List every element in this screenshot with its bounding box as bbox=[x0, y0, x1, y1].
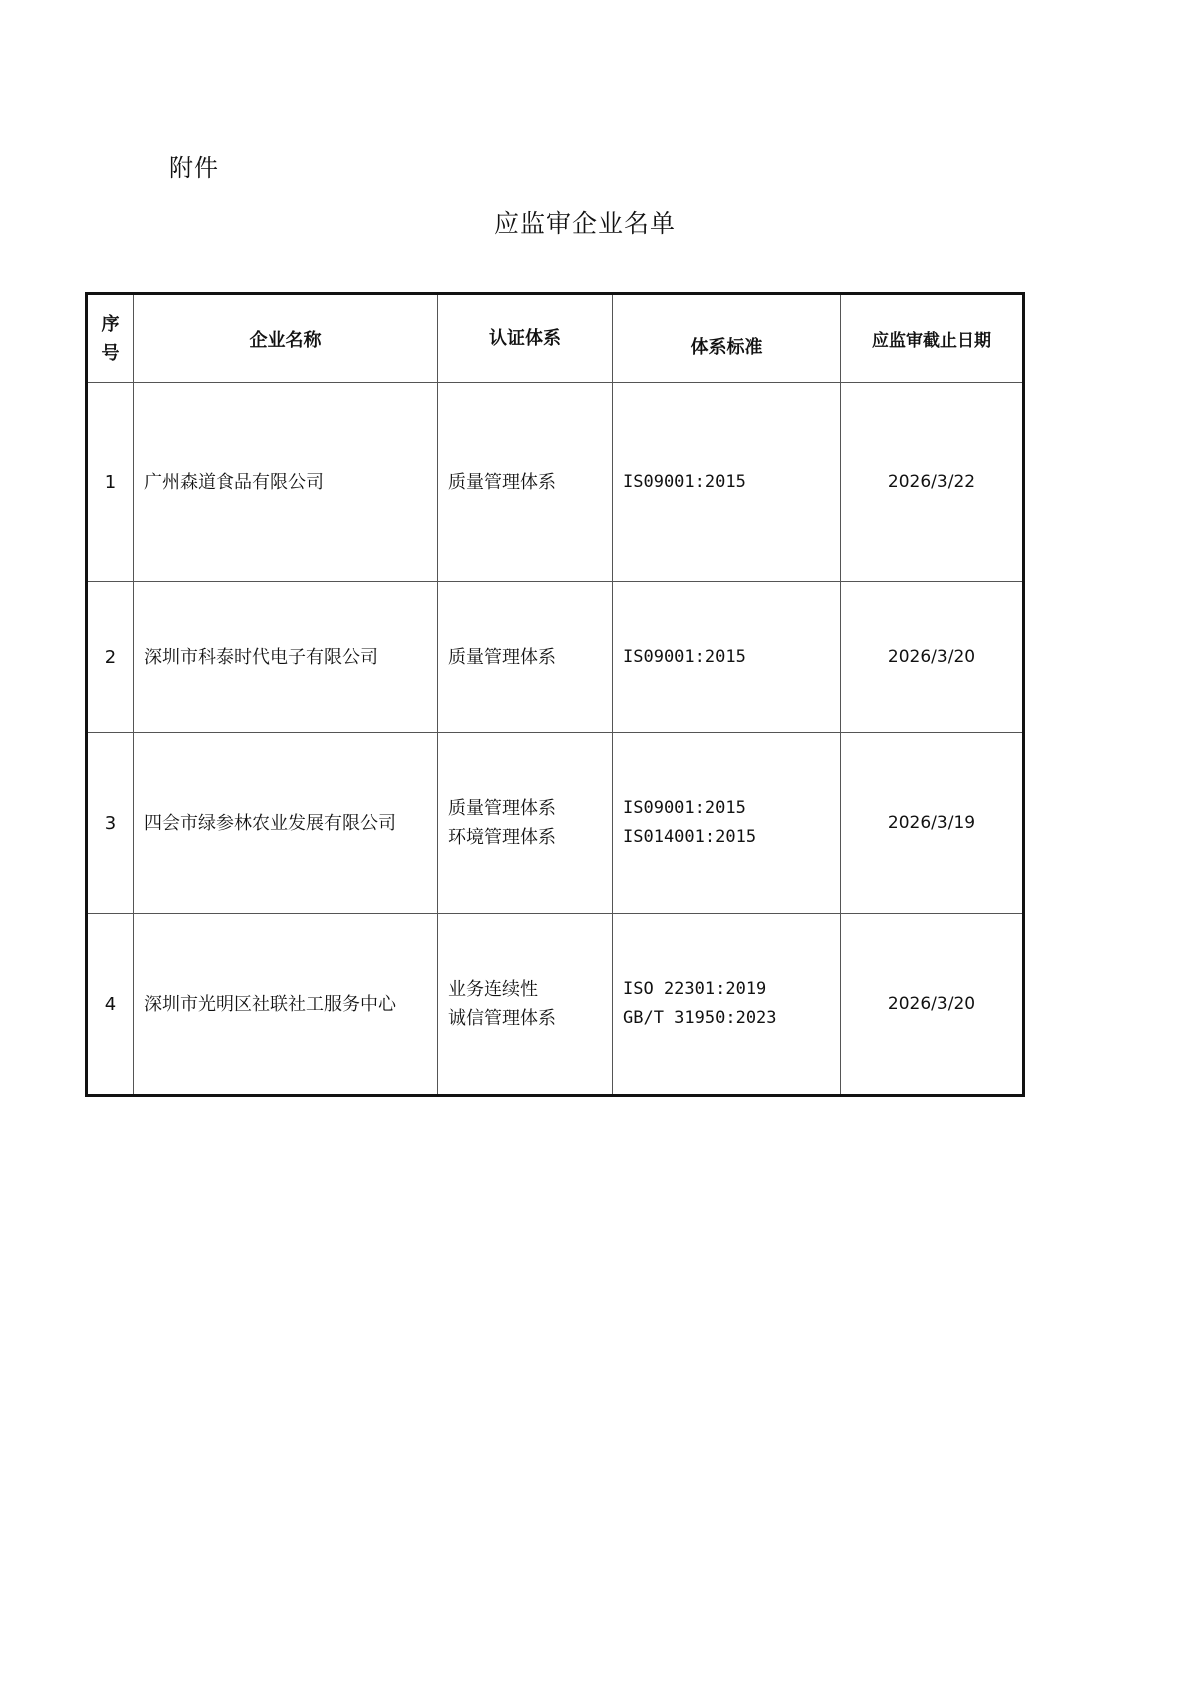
cell-cert-system: 质量管理体系 bbox=[438, 383, 613, 582]
cell-no: 1 bbox=[87, 383, 134, 582]
cell-company: 四会市绿参林农业发展有限公司 bbox=[134, 733, 438, 914]
cell-cert-system: 业务连续性 诚信管理体系 bbox=[438, 914, 613, 1096]
header-deadline: 应监审截止日期 bbox=[841, 294, 1024, 383]
table-row bbox=[87, 914, 1024, 1096]
cell-deadline: 2026/3/19 bbox=[841, 733, 1024, 914]
table-row bbox=[87, 733, 1024, 914]
cell-deadline: 2026/3/22 bbox=[841, 383, 1024, 582]
cell-cert-system: 质量管理体系 bbox=[438, 582, 613, 733]
page-title: 应监审企业名单 bbox=[493, 209, 676, 238]
audit-company-table bbox=[85, 292, 1025, 1097]
table-row bbox=[87, 582, 1024, 733]
cell-no: 2 bbox=[87, 582, 134, 733]
cell-no: 4 bbox=[87, 914, 134, 1096]
cell-cert-system: 质量管理体系 环境管理体系 bbox=[438, 733, 613, 914]
cell-deadline: 2026/3/20 bbox=[841, 914, 1024, 1096]
header-cert-system: 认证体系 bbox=[438, 294, 613, 383]
attachment-label: 附件 bbox=[169, 154, 219, 182]
cell-no: 3 bbox=[87, 733, 134, 914]
table-row bbox=[87, 383, 1024, 582]
cell-standard: ISO 22301:2019 GB/T 31950:2023 bbox=[613, 914, 841, 1096]
header-no: 序 号 bbox=[87, 294, 134, 383]
cell-company: 深圳市光明区社联社工服务中心 bbox=[134, 914, 438, 1096]
cell-deadline: 2026/3/20 bbox=[841, 582, 1024, 733]
cell-company: 深圳市科泰时代电子有限公司 bbox=[134, 582, 438, 733]
cell-standard: IS09001:2015 bbox=[613, 383, 841, 582]
cell-standard: IS09001:2015 IS014001:2015 bbox=[613, 733, 841, 914]
table-header-row bbox=[87, 294, 1024, 383]
header-standard: 体系标准 bbox=[613, 294, 841, 383]
header-company: 企业名称 bbox=[134, 294, 438, 383]
cell-company: 广州森道食品有限公司 bbox=[134, 383, 438, 582]
cell-standard: IS09001:2015 bbox=[613, 582, 841, 733]
